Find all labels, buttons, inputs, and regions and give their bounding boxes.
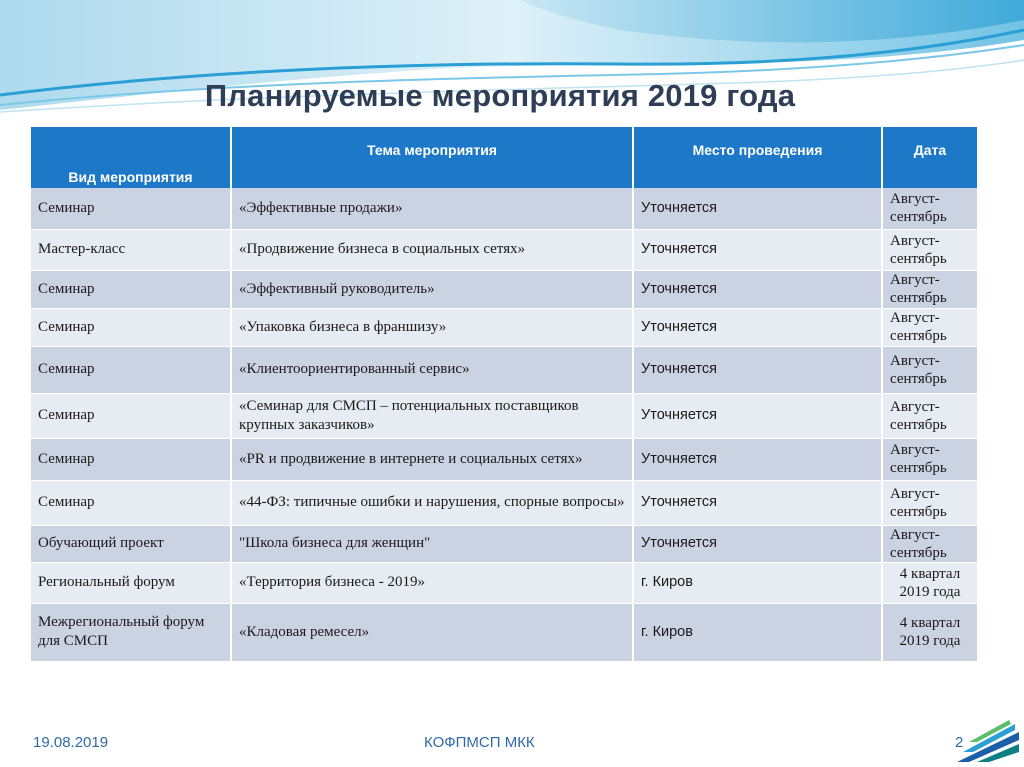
table-row <box>31 562 977 603</box>
cell-topic: «Семинар для СМСП – потенциальных поставщиков крупных заказчиков» <box>231 393 633 438</box>
cell-place: Уточняется <box>633 438 882 480</box>
cell-type: Семинар <box>31 438 231 480</box>
table-header-row <box>31 127 977 188</box>
cell-place: г. Киров <box>633 603 882 661</box>
cell-place: Уточняется <box>633 270 882 308</box>
table-row <box>31 270 977 308</box>
cell-type: Мастер-класс <box>31 229 231 270</box>
cell-type: Семинар <box>31 270 231 308</box>
cell-type: Семинар <box>31 346 231 393</box>
cell-place: Уточняется <box>633 308 882 346</box>
cell-topic: «Клиентоориентированный сервис» <box>231 346 633 393</box>
footer-date: 19.08.2019 <box>33 734 109 751</box>
cell-date: Август-сентябрь <box>882 525 977 562</box>
table-row <box>31 188 977 229</box>
cell-place: г. Киров <box>633 562 882 603</box>
cell-type: Семинар <box>31 308 231 346</box>
table-row <box>31 308 977 346</box>
cell-topic: "Школа бизнеса для женщин" <box>231 525 633 562</box>
cell-place: Уточняется <box>633 188 882 229</box>
cell-topic: «Эффективные продажи» <box>231 188 633 229</box>
cell-place: Уточняется <box>633 346 882 393</box>
table-row <box>31 438 977 480</box>
footer-organization: КОФПМСП МКК <box>424 734 535 751</box>
cell-type: Региональный форум <box>31 562 231 603</box>
cell-type: Межрегиональный форум для СМСП <box>31 603 231 661</box>
page-title: Планируемые мероприятия 2019 года <box>204 78 796 113</box>
table-row <box>31 480 977 525</box>
cell-date: Август-сентябрь <box>882 480 977 525</box>
cell-topic: «Упаковка бизнеса в франшизу» <box>231 308 633 346</box>
cell-topic: «44-ФЗ: типичные ошибки и нарушения, спорные вопросы» <box>231 480 633 525</box>
cell-date: Август-сентябрь <box>882 308 977 346</box>
events-table <box>31 127 977 662</box>
cell-topic: «PR и продвижение в интернете и социальных сетях» <box>231 438 633 480</box>
table-row <box>31 525 977 562</box>
cell-date: Август-сентябрь <box>882 229 977 270</box>
cell-date: Август-сентябрь <box>882 270 977 308</box>
cell-type: Семинар <box>31 188 231 229</box>
cell-date: Август-сентябрь <box>882 393 977 438</box>
cell-date: 4 квартал 2019 года <box>882 603 977 661</box>
cell-topic: «Территория бизнеса - 2019» <box>231 562 633 603</box>
organization-logo-icon <box>955 718 1021 764</box>
cell-topic: «Эффективный руководитель» <box>231 270 633 308</box>
cell-date: Август-сентябрь <box>882 438 977 480</box>
column-header-topic: Тема мероприятия <box>231 127 633 188</box>
column-header-type: Вид мероприятия <box>31 127 231 188</box>
footer-page-number: 2 <box>955 734 964 751</box>
cell-type: Обучающий проект <box>31 525 231 562</box>
cell-date: 4 квартал 2019 года <box>882 562 977 603</box>
cell-type: Семинар <box>31 393 231 438</box>
column-header-date: Дата <box>882 127 977 188</box>
cell-place: Уточняется <box>633 480 882 525</box>
cell-place: Уточняется <box>633 229 882 270</box>
cell-place: Уточняется <box>633 525 882 562</box>
cell-place: Уточняется <box>633 393 882 438</box>
cell-type: Семинар <box>31 480 231 525</box>
table-row <box>31 229 977 270</box>
table-row <box>31 393 977 438</box>
cell-topic: «Кладовая ремесел» <box>231 603 633 661</box>
table-row <box>31 603 977 661</box>
cell-date: Август-сентябрь <box>882 188 977 229</box>
cell-date: Август-сентябрь <box>882 346 977 393</box>
table-row <box>31 346 977 393</box>
column-header-place: Место проведения <box>633 127 882 188</box>
cell-topic: «Продвижение бизнеса в социальных сетях» <box>231 229 633 270</box>
